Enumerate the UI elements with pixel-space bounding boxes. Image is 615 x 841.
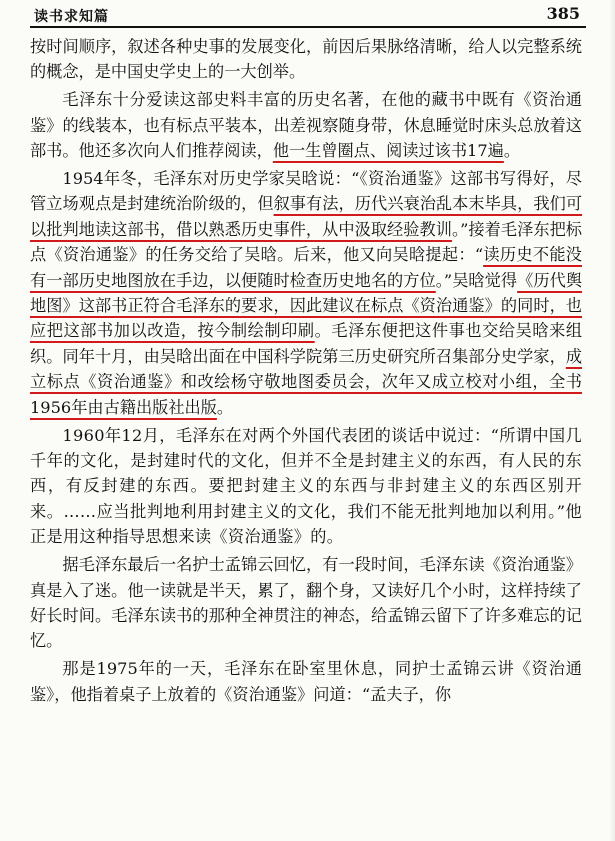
text-segment: 1960年12月，毛泽东在对两个外国代表团的谈话中说过：“所谓中国几千年的文化，是封建时代的文化，但并不全是封建主义的东西，有人民的东西，有反封建的东西。要把封建主义的东西与非封建主义的东西区别开来。……应当批判地利用封建主义的文化，我们不能无批判地加以利用。”他正是用这种指导思想来读《资治通鉴》的。 [30,425,582,547]
header-rule [30,26,586,28]
underlined-text: 他一生曾圈点、阅读过该书17遍 [272,141,504,161]
paragraph [30,87,582,163]
text-segment: 那是1975年的一天，毛泽东在卧室里休息，同护士孟锦云讲《资治通鉴》，他指着桌子上放着的《资治通鉴》问道：“孟夫子，你 [30,659,582,704]
text-segment: 。”吴晗觉得 [435,270,518,290]
paragraph [30,166,582,420]
text-segment: 。 [216,397,234,417]
page-body [30,34,582,707]
paragraph [30,34,582,85]
text-segment: 据毛泽东最后一名护士孟锦云回忆，有一段时间，毛泽东读《资治通鉴》真是入了迷。他一读就是半天，累了，翻个身，又读好几个小时，这样持续了好长时间。毛泽东读书的那种全神贯注的神态，给孟锦云留下了许多难忘的记忆。 [30,555,582,651]
underlined-text: 成立标点《资治通鉴》和改绘杨守敬地图委员会，次年又成立校对小组，全书1956年由古籍出版社出版 [30,346,582,417]
text-segment: 。毛泽东便把这件事也交给吴晗来组织。同年十月，由吴晗出面在中国科学院第三历史研究所召集部分史学家， [30,321,583,366]
underlined-text: 叙事有法，历代兴衰治乱本末毕具，我们可以批判地读这部书，借以熟悉历史事件，从中汲取经验教训 [30,194,583,239]
paragraph [30,552,582,654]
running-title: 读书求知篇 [34,9,109,25]
text-segment: 按时间顺序，叙述各种史事的发展变化，前因后果脉络清晰，给人以完整系统的概念，是中国史学史上的一大创举。 [30,37,582,82]
page-number: 385 [546,4,580,23]
paragraph [30,656,582,707]
page-header [30,4,586,26]
text-segment: 1954年冬，毛泽东对历史学家吴晗说：“《资治通鉴》这部书写得好，尽管立场观点是封建统治阶级的，但 [30,169,582,214]
text-segment: 。”接着毛泽东把标点《资治通鉴》的任务交给了吴晗。后来，他又向吴晗提起：“ [30,219,582,265]
underlined-text: 读历史不能没有一部历史地图放在手边，以便随时检查历史地名的方位 [30,245,582,290]
page-edge-shadow [609,0,615,841]
underlined-text: 《历代舆地图》这部书正符合毛泽东的要求，因此建议在标点《资治通鉴》的同时，也应把这部书加以改造，按今制绘制印刷 [30,270,583,341]
text-segment: 。 [503,141,521,161]
text-segment: 毛泽东十分爱读这部史料丰富的历史名著，在他的藏书中既有《资治通鉴》的线装本，也有标点平装本，出差视察随身带，休息睡觉时床头总放着这部书。他还多次向人们推荐阅读， [30,90,582,161]
paragraph [30,423,582,550]
